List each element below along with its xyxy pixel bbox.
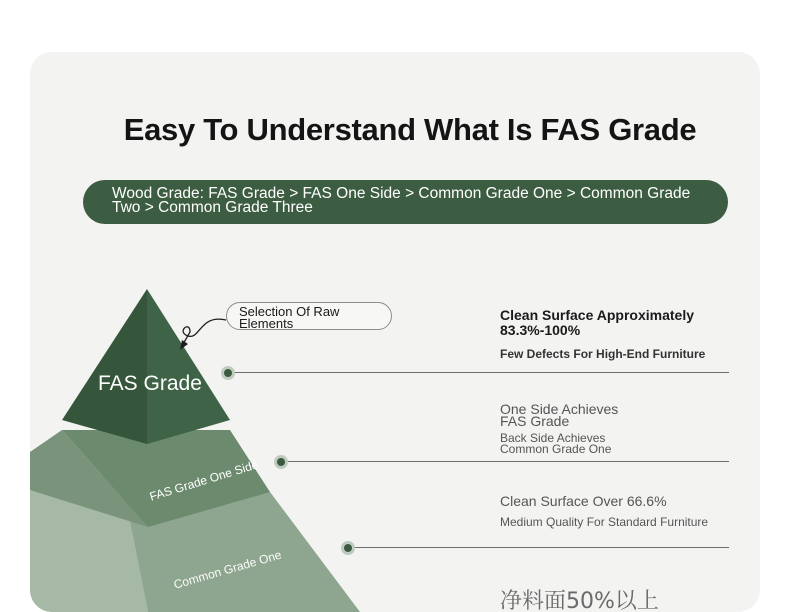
fas-grade-label: FAS Grade — [98, 372, 202, 395]
description-heading: Clean Surface Over 66.6% — [500, 493, 667, 509]
common-grade-one-label: Common Grade One — [172, 547, 284, 592]
raw-elements-callout: Selection Of Raw Elements — [226, 302, 392, 330]
description-heading: One Side Achieves FAS Grade — [500, 401, 619, 429]
description-sub: Medium Quality For Standard Furniture — [500, 515, 709, 529]
grade-order-text: Wood Grade: FAS Grade > FAS One Side > Common Grade One > Common Grade Two > Common Grade Three — [112, 185, 691, 216]
description-sub: Back Side Achieves Common Grade One — [500, 431, 612, 456]
connector-line-2 — [288, 461, 729, 462]
content-card — [30, 52, 760, 612]
fas-one-side-label: FAS Grade One Side — [147, 457, 260, 504]
connector-line-1 — [235, 372, 729, 373]
description-sub: Few Defects For High-End Furniture — [500, 347, 706, 361]
pyramid-top-left-face — [62, 289, 147, 444]
pyramid-top-right-face — [147, 289, 230, 444]
description-block — [500, 494, 710, 529]
description-block — [500, 403, 640, 455]
description-block — [500, 308, 730, 361]
callout-arrow — [182, 319, 226, 346]
connector-line-3 — [355, 547, 729, 548]
description-heading: Clean Surface Approximately 83.3%-100% — [500, 307, 694, 338]
cut-off-caption: 净料面50%以上 — [500, 589, 659, 612]
page-title: Easy To Understand What Is FAS Grade — [123, 112, 697, 147]
connector-dot-1 — [221, 366, 235, 380]
connector-dot-2 — [274, 455, 288, 469]
connector-dot-3 — [341, 541, 355, 555]
